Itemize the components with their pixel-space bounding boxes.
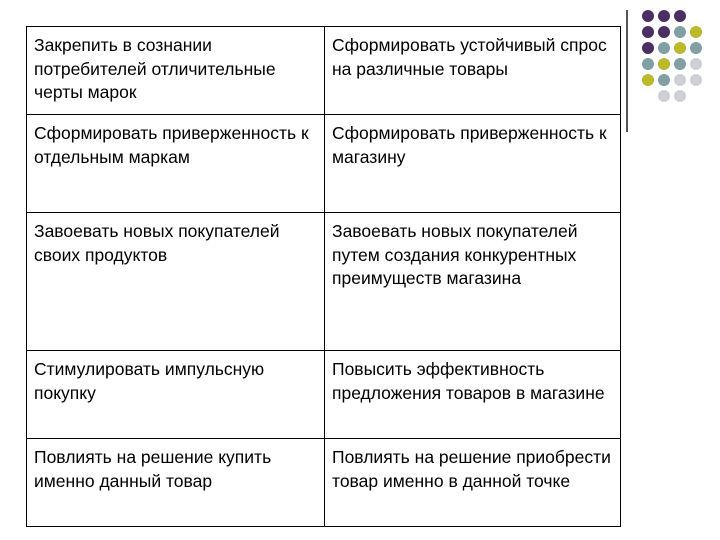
goals-comparison-table [26, 26, 621, 527]
table-cell-right: Сформировать приверженность к магазину [325, 115, 621, 213]
decorative-dot [674, 10, 686, 22]
decorative-dot [690, 74, 702, 86]
table-cell-right: Завоевать новых покупателей путем создания конкурентных преимуществ магазина [325, 213, 621, 351]
table-row [27, 115, 621, 213]
decorative-dot [690, 58, 702, 70]
decorative-divider-line [626, 10, 628, 132]
decorative-dot [658, 58, 670, 70]
table-row [27, 27, 621, 115]
table-row [27, 351, 621, 439]
decorative-dot [690, 26, 702, 38]
decorative-dot-grid [640, 10, 720, 120]
decorative-dot [658, 10, 670, 22]
decorative-dot [658, 74, 670, 86]
decorative-dot [674, 26, 686, 38]
table-cell-left: Завоевать новых покупателей своих продуктов [27, 213, 325, 351]
table-row [27, 213, 621, 351]
table-cell-right: Повысить эффективность предложения товаров в магазине [325, 351, 621, 439]
decorative-dot [690, 42, 702, 54]
decorative-dot [674, 90, 686, 102]
table-row [27, 439, 621, 527]
decorative-dot [642, 10, 654, 22]
decorative-dot [674, 74, 686, 86]
table-cell-left: Закрепить в сознании потребителей отличительные черты марок [27, 27, 325, 115]
decorative-dot [658, 26, 670, 38]
table-cell-left: Сформировать приверженность к отдельным маркам [27, 115, 325, 213]
table-cell-right: Повлиять на решение приобрести товар именно в данной точке [325, 439, 621, 527]
table-cell-right: Сформировать устойчивый спрос на различные товары [325, 27, 621, 115]
decorative-dot [674, 42, 686, 54]
decorative-dot [642, 74, 654, 86]
decorative-dot [642, 42, 654, 54]
decorative-dot [642, 26, 654, 38]
decorative-dot [658, 42, 670, 54]
table-cell-left: Повлиять на решение купить именно данный товар [27, 439, 325, 527]
decorative-dot [674, 58, 686, 70]
decorative-dot [642, 58, 654, 70]
table-cell-left: Стимулировать импульсную покупку [27, 351, 325, 439]
decorative-dot [658, 90, 670, 102]
